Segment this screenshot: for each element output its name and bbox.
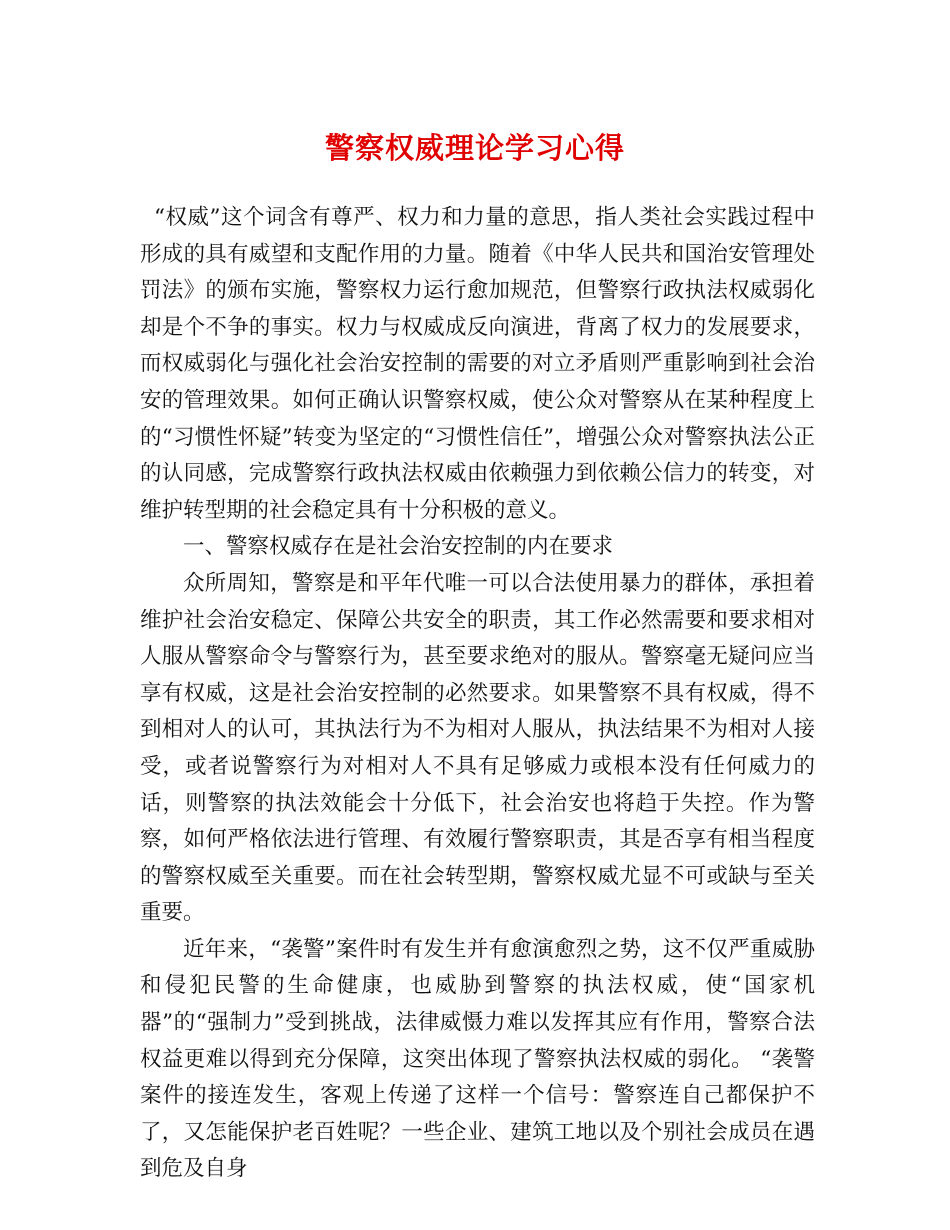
- document-title: 警察权威理论学习心得: [324, 131, 625, 165]
- section-heading: 一、警察权威存在是社会治安控制的内在要求: [183, 534, 614, 560]
- paragraph-assault-cases: 近年来，“袭警”案件时有发生并有愈演愈烈之势，这不仅严重威胁和侵犯民警的生命健康，也威胁到警察的执法权威，使“国家机器”的“强制力”受到挑战，法律威慑力难以发挥其应有作用，警察合法权益更难以得到充分保障，这突出体现了警察执法权威的弱化。 “袭警案件的接连发生，客观上传递了这样一个信号：警察连自己都保护不了，又怎能保护老百姓呢？一些企业、建筑工地以及个别社会成员在遇到危及自身: [140, 936, 815, 1182]
- paragraph-intro: “权威”这个词含有尊严、权力和力量的意思，指人类社会实践过程中形成的具有威望和支配作用的力量。随着《中华人民共和国治安管理处罚法》的颁布实施，警察权力运行愈加规范，但警察行政执法权威弱化却是个不争的事实。权力与权威成反向演进，背离了权力的发展要求，而权威弱化与强化社会治安控制的需要的对立矛盾则严重影响到社会治安的管理效果。如何正确认识警察权威，使公众对警察从在某种程度上的“习惯性怀疑”转变为坚定的“习惯性信任”，增强公众对警察执法公正的认同感，完成警察行政执法权威由依赖强力到依赖公信力的转变，对维护转型期的社会稳定具有十分积极的意义。: [140, 205, 815, 523]
- document-body: [140, 200, 815, 1188]
- paragraph-section-one: 众所周知，警察是和平年代唯一可以合法使用暴力的群体，承担着维护社会治安稳定、保障公共安全的职责，其工作必然需要和要求相对人服从警察命令与警察行为，甚至要求绝对的服从。警察毫无疑问应当享有权威，这是社会治安控制的必然要求。如果警察不具有权威，得不到相对人的认可，其执法行为不为相对人服从，执法结果不为相对人接受，或者说警察行为对相对人不具有足够威力或根本没有任何威力的话，则警察的执法效能会十分低下，社会治安也将趋于失控。作为警察，如何严格依法进行管理、有效履行警察职责，其是否享有相当程度的警察权威至关重要。而在社会转型期，警察权威尤显不可或缺与至关重要。: [140, 570, 815, 926]
